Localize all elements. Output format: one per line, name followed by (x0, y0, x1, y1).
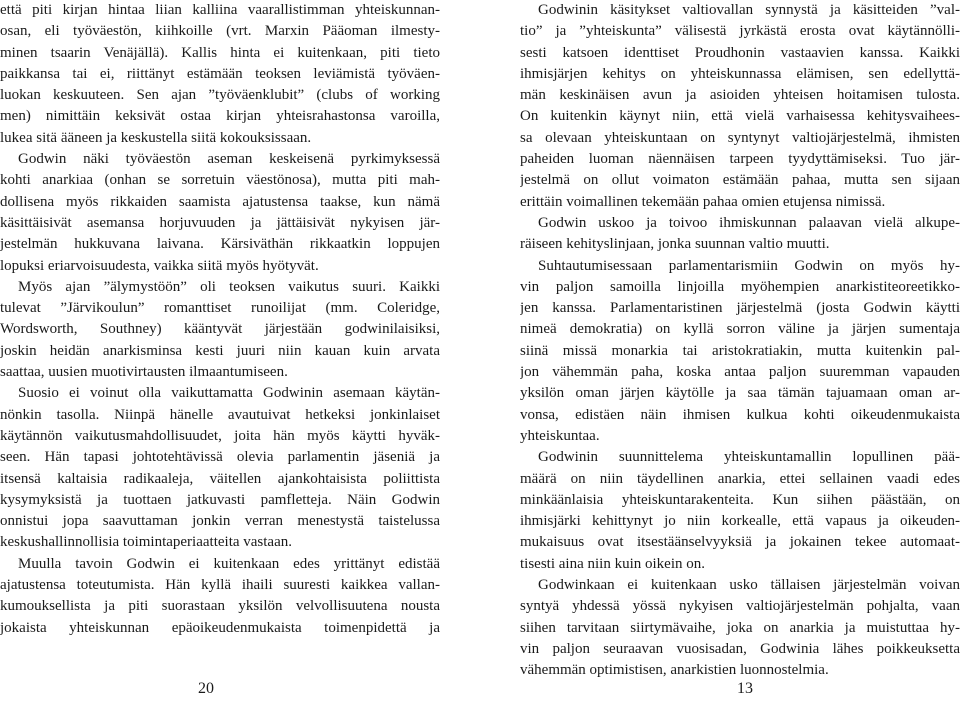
text-line: ihmisjärjen kehitys on yhteiskunnassa elämisen, sen edellyttä- (520, 65, 960, 82)
text-line: ajatustensa toteutumista. Hän kyllä ihaili suuresti kaikkea vallan- (0, 577, 440, 594)
text-line: On kuitenkin käynyt niin, että vielä varhaisessa kehitysvaihees- (520, 108, 960, 125)
text-line: itsensä kaltaisia radikaaleja, väitellen ajankohtaisista poliittista (0, 470, 440, 487)
text-line: kohti anarkiaa (onhan se sorretuin väestönosa), mutta piti mah- (0, 172, 440, 189)
text-line: minen tsaarin Venäjällä). Kallis hinta ei kuitenkaan, piti tieto (0, 44, 440, 61)
text-line: sa olevaan yhteiskuntaan on syntynyt valtiojärjestelmä, ihmisten (520, 129, 960, 146)
text-line: Godwinkaan ei kuitenkaan usko tällaisen järjestelmän voivan (538, 577, 960, 594)
text-line: siihen tarvitaan siirtymävaihe, joka on anarkia ja muistuttaa hy- (520, 619, 960, 636)
text-line: erittäin voimallinen tekemään pahaa omien etujensa nimissä. (520, 193, 886, 210)
text-line: tio” ja ”yhteiskunta” välisestä jyrkästä erosta ovat käytännölli- (520, 23, 960, 40)
text-line: keskushallinnollisia toimintaperiaatteita vastaan. (0, 534, 293, 551)
text-line: dollisena myös rikkaiden saamista ajatustensa taakse, kun nämä (0, 193, 440, 210)
text-line: men) nimittäin keksivät ostaa kirjan yhteisrahastonsa varoilla, (0, 108, 440, 125)
left-page-text (0, 0, 440, 639)
text-line: että piti kirjan hintaa liian kalliina vaarallistimman yhteiskunnan- (0, 2, 440, 18)
text-line: män keskinäisen avun ja asioiden yhteisen hoitamisen tulosta. (520, 87, 960, 104)
text-line: kysymyksistä ja tuottaen jatkuvasti pamfletteja. Näin Godwin (0, 491, 440, 508)
right-page-text (520, 0, 960, 682)
text-line: Suhtautumisessaan parlamentarismiin Godwin on myös hy- (538, 257, 960, 274)
text-line: onnistui jopa saavuttaman jonkin verran menestystä taistelussa (0, 513, 440, 530)
text-line: tulevat ”Järvikoulun” romanttiset runoilijat (mm. Coleridge, (0, 300, 440, 317)
text-line: käsittäisivät asemansa horjuvuuden ja jättäisivät nykyisen jär- (0, 214, 440, 231)
text-line: Wordsworth, Southney) kääntyvät järjestään godwinilaisiksi, (0, 321, 440, 338)
text-line: Godwin näki työväestön aseman keskeisenä pyrkimyksessä (18, 151, 440, 168)
text-line: tisesti aina niin kuin oikein on. (520, 555, 705, 572)
text-line: Godwinin käsitykset valtiovallan synnystä ja käsitteiden ”val- (538, 2, 960, 18)
text-line: luokan keskuuteen. Sen ajan ”työväenklubit” (clubs of working (0, 87, 440, 104)
text-line: syntyä yhdessä yössä nykyisen valtiojärjestelmän pohjalta, vaan (520, 598, 960, 615)
text-line: minkäänlaisia yhteiskuntarakenteita. Kun siihen päästään, on (520, 491, 960, 508)
page-number-left: 20 (198, 680, 214, 697)
text-line: paheiden luoman näennäisen tarpeen tyydyttämiseksi. Tuo jär- (520, 151, 960, 168)
text-line: siinä missä monarkia tai aristokratiakin, mutta kuitenkin pal- (520, 342, 960, 359)
text-line: määrä on niin täydellinen anarkia, ettei sellainen vaadi edes (520, 470, 960, 487)
text-line: räiseen kehityslinjaan, jonka suunnan valtio muutti. (520, 236, 830, 253)
text-line: lopuksi eriarvoisuudesta, vaikka siitä myös hyötyvät. (0, 257, 319, 274)
text-line: jon vähemmän paha, koska antaa paljon suuremman vapauden (520, 364, 960, 381)
text-line: jen kanssa. Parlamentaristinen järjestelmä (josta Godwin käytti (520, 300, 960, 317)
text-line: ihmisjärki kehittynyt jo niin korkealle, että vapaus ja oikeuden- (520, 513, 960, 530)
text-line: sesti katsoen identtiset Proudhonin vastaavien kanssa. Kaikki (520, 44, 960, 61)
text-line: paikkansa tai ei, riittänyt estämään teoksen leviämistä työväen- (0, 65, 440, 82)
text-line: Muulla tavoin Godwin ei kuitenkaan edes yrittänyt edistää (18, 555, 440, 572)
text-line: Suosio ei voinut olla vaikuttamatta Godwinin asemaan käytän- (18, 385, 440, 402)
text-line: Myös ajan ”älymystöön” oli teoksen vaikutus suuri. Kaikki (18, 278, 440, 295)
page-number-right: 13 (737, 680, 753, 697)
text-line: vin paljon samoilla linjoilla myöhempien anarkistiteoreetikko- (520, 278, 960, 295)
text-line: kumouksellista ja piti suorastaan yksilön velvollisuutena nousta (0, 598, 440, 615)
text-line: vonsa, edistäen näin ihmisen kulkua kohti oikeudenmukaista (520, 406, 960, 423)
text-line: mukaisuus ovat itsestäänselvyyksiä ja jokainen tekee automaat- (520, 534, 960, 551)
text-line: Godwinin suunnittelema yhteiskuntamallin lopullinen pää- (538, 449, 960, 466)
text-line: seen. Hän tapasi johtotehtävissä olevia parlamentin jäseniä ja (0, 449, 440, 466)
text-line: käytännön vaikutusmahdollisuudet, joita hän myös käytti hyväk- (0, 427, 440, 444)
text-line: nönkin tasolla. Niinpä hänelle avautuivat hetkeksi jonkinlaiset (0, 406, 440, 423)
text-line: saattaa, uusien muotivirtausten ilmaantumiseen. (0, 364, 288, 381)
text-line: jestelmä on ollut voimaton estämään pahaa, mutta sen sijaan (520, 172, 960, 189)
text-line: lukea sitä ääneen ja keskustella siitä kokouksissaan. (0, 129, 312, 146)
text-line: yhteiskuntaa. (520, 427, 600, 444)
text-line: vin paljon seuraavan vuosisadan, Godwinia lähes poikkeuksetta (520, 640, 960, 657)
text-line: vähemmän optimistisen, anarkistien luonnostelmia. (520, 662, 829, 679)
text-line: nimeä demokratia) on kyllä sorron väline ja järjen sumentaja (520, 321, 960, 338)
text-line: yksilön oman järjen käytölle ja saa tämän tajuamaan oman ar- (520, 385, 960, 402)
text-line: joskin heidän anarkisminsa kesti juuri niin kauan kuin arvata (0, 342, 440, 359)
text-line: Godwin uskoo ja toivoo ihmiskunnan palaavan vielä alkupe- (538, 214, 960, 231)
text-line: osan, eli työväestön, kiihkoille (vrt. Marxin Pääoman ilmesty- (0, 23, 440, 40)
text-line: jokaista yhteiskunnan epäoikeudenmukaista toimenpidettä ja (0, 619, 440, 636)
text-line: jestelmän hukkuvana laivana. Kärsiväthän rikkaatkin loppujen (0, 236, 440, 253)
